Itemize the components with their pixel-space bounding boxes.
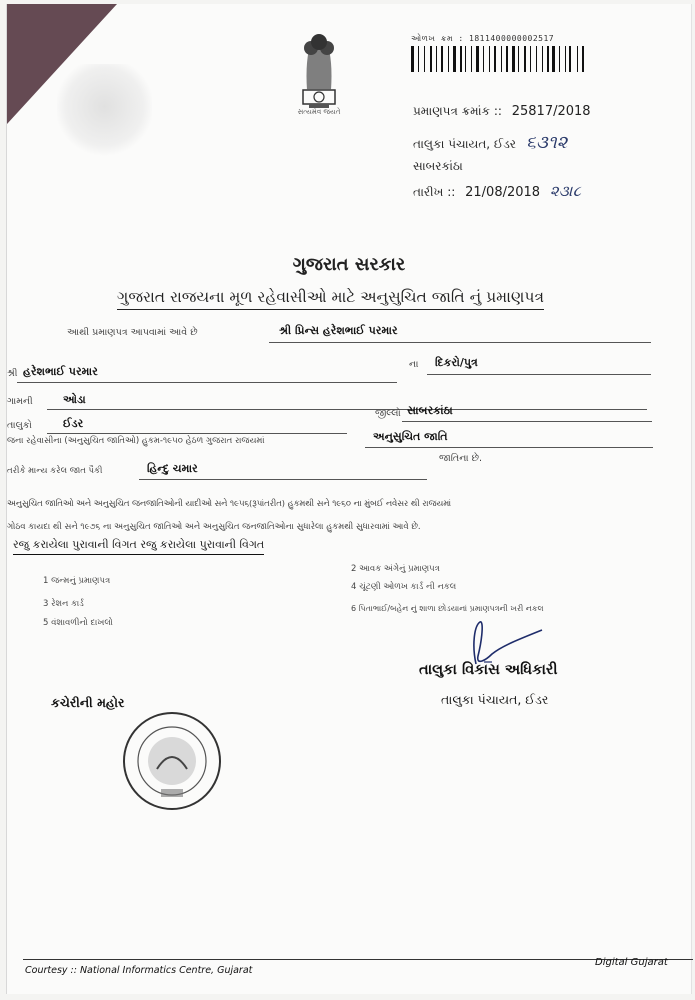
barcode-bar [494, 46, 496, 72]
holder-name-rule [269, 342, 651, 343]
barcode-bar [483, 46, 484, 72]
barcode-bar [565, 46, 566, 72]
certificate-title: ગુજરાત રાજયના મૂળ રહેવાસીઓ માટે અનુસુચિત જાતિ નું પ્રમાણપત્ર [117, 288, 544, 310]
caste-category: અનુસુચિત જાતિ [373, 430, 448, 443]
caste-order-prefix: જના રહેવાસીના (અનુસુચિત જાતિઓ) હુકમ-૧૯૫૦ હેઠળ ગુજરાત રાજયમાં [7, 436, 265, 446]
footer-brand: Digital Gujarat [595, 957, 668, 968]
barcode-bar [501, 46, 502, 72]
certificate-number-row [413, 104, 591, 119]
barcode-block [411, 34, 661, 72]
barcode-bar [530, 46, 531, 72]
barcode-bar [420, 46, 422, 72]
certificate-number: 25817/2018 [511, 104, 591, 119]
footer-courtesy: Courtesy :: National Informatics Centre, Gujarat [25, 965, 253, 976]
office-seal-icon [117, 709, 227, 814]
district-prefix: જીલ્લો [375, 408, 401, 419]
village: ઓડા [63, 393, 86, 406]
taluka-row [413, 132, 567, 153]
barcode-bar [518, 46, 519, 72]
date-row [413, 182, 581, 200]
barcode-bar [579, 46, 580, 72]
certificate-number-label: પ્રમાણપત્ર ક્રમાંક :: [413, 104, 502, 118]
barcode-bar [453, 46, 456, 72]
emblem-caption: સત્યમેવ જયતે [297, 108, 341, 116]
barcode-bar [416, 46, 417, 72]
document-item: 4 ચૂંટણી ઓળખ કાર્ડ ની નકલ [351, 582, 457, 592]
caste-category-rule [365, 447, 653, 448]
issued-to-prefix: આથી પ્રમાણપત્ર આપવામાં આવે છે [67, 327, 198, 338]
barcode-bar [559, 46, 560, 72]
barcode-bar [457, 46, 458, 72]
document-item: 5 વંશાવળીનો દાખલો [43, 618, 113, 628]
caste-rule [139, 479, 427, 480]
barcode-bar [524, 46, 526, 72]
barcode-bar [471, 46, 472, 72]
barcode-bar [542, 46, 543, 72]
district-rule [402, 421, 652, 422]
barcode-bar [468, 46, 470, 72]
barcode-bar [582, 46, 584, 72]
barcode-bar [438, 46, 439, 72]
barcode-bar [434, 46, 435, 72]
legal-para-1: અનુસુચિત જાતિઓ અને અનુસુચિત જનજાતિઓની યાદીઓ સને ૧૯૫૬(રૂપાંતરીત) હુકમથી સને ૧૯૬૦ ના મુંબઈ નવેસર થી રાજયમાં [7, 498, 452, 508]
taluka-label: તાલુકા પંચાયત, ઈડર [413, 137, 516, 151]
father-prefix: શ્રી [7, 368, 18, 379]
barcode-bar [544, 46, 545, 72]
barcode-bar [463, 46, 464, 72]
barcode-bar [521, 46, 523, 72]
barcode-bar [561, 46, 563, 72]
signatory-office: તાલુકા પંચાયત, ઈડર [441, 692, 549, 707]
barcode-bar [532, 46, 535, 72]
barcode-bar [512, 46, 515, 72]
barcode-bar [418, 46, 419, 72]
barcode-bar [573, 46, 576, 72]
document-item: 6 પિતાભાઈ/બહેન નું શાળા છોડયાનાં પ્રમાણપત્રની ખરી નકલ [351, 604, 544, 613]
barcode-bar [539, 46, 541, 72]
document-item: 3 રેશન કાર્ડ [43, 599, 84, 609]
barcode-bar [441, 46, 443, 72]
relation-rule [427, 374, 651, 375]
barcode-bar [473, 46, 474, 72]
barcode-bar [585, 46, 586, 72]
barcode-bar [476, 46, 479, 72]
barcode-bar [577, 46, 578, 72]
barcode-bar [460, 46, 462, 72]
office-seal-label: કચેરીની મહોર [51, 695, 125, 710]
district: સાબરકાંઠા [407, 404, 453, 417]
ashoka-emblem-icon [289, 20, 349, 120]
father-name: હરેશભાઈ પરમાર [23, 365, 98, 378]
relation-prefix: ના [409, 359, 419, 370]
district-label: સાબરકાંઠા [413, 159, 463, 173]
relation: દિકરો/પુત્ર [435, 356, 478, 369]
date-handwritten: ૨૩।૮ [549, 182, 581, 200]
barcode-bar [547, 46, 549, 72]
barcode-bar [536, 46, 537, 72]
barcode-bar [557, 46, 558, 72]
barcode-bar [497, 46, 500, 72]
barcode-number: ઓળખ ક્રમ : 1811400000002517 [411, 34, 555, 43]
barcode-bar [451, 46, 452, 72]
issue-date: 21/08/2018 [465, 185, 541, 200]
footer-rule [23, 959, 693, 960]
barcode-bar [506, 46, 508, 72]
barcode-bar [527, 46, 528, 72]
caste-suffix: જાતિના છે. [439, 453, 482, 464]
barcode [411, 46, 661, 72]
taluka-prefix: તાલુકો [7, 420, 32, 431]
barcode-bar [480, 46, 482, 72]
barcode-bar [509, 46, 510, 72]
taluka-rule [47, 433, 347, 434]
certificate-page [6, 4, 692, 994]
barcode-bar [516, 46, 517, 72]
document-item: 2 આવક અંગેનું પ્રમાણપત્ર [351, 564, 440, 574]
taluka: ઈડર [63, 417, 84, 430]
faded-stamp [57, 64, 152, 159]
barcode-bar [426, 46, 429, 72]
caste: હિન્દુ ચમાર [147, 462, 198, 475]
barcode-bar [491, 46, 492, 72]
barcode-bar [430, 46, 432, 72]
barcode-bar [489, 46, 490, 72]
government-title: ગુજરાત સરકાર [292, 254, 406, 275]
holder-name: શ્રી પ્રિન્સ હરેશભાઈ પરમાર [279, 324, 398, 337]
barcode-bar [486, 46, 488, 72]
barcode-bar [465, 46, 466, 72]
date-label: તારીખ :: [413, 185, 456, 199]
documents-heading: રજુ કરાયેલા પુરાવાની વિગત રજુ કરાયેલા પુરાવાની વિગત [13, 538, 264, 555]
barcode-bar [504, 46, 505, 72]
taluka-handwritten-number: ૬૩૧૨ [525, 132, 568, 153]
village-prefix: ગામની [7, 396, 33, 407]
signatory-title: તાલુકા વિકાસ અધિકારી [419, 662, 558, 678]
barcode-bar [436, 46, 437, 72]
barcode-bar [552, 46, 555, 72]
father-name-rule [17, 382, 397, 383]
barcode-bar [567, 46, 568, 72]
barcode-bar [424, 46, 425, 72]
recognized-prefix: તરીકે માન્ય કરેલ જાત પૈકી [7, 466, 103, 476]
village-rule [47, 409, 647, 410]
barcode-bar [411, 46, 414, 72]
legal-para-2: ગોઠવ કાયદા થી સને ૧૯૭૬ ના અનુસુચિત જાતિઓ અને અનુસુચિત જનજાતિઓના સુધારેલા હુકમથી સુધારવામાં આવે છે. [7, 522, 421, 532]
document-item: 1 જન્મનું પ્રમાણપત્ર [43, 576, 111, 586]
barcode-bar [550, 46, 551, 72]
barcode-bar [448, 46, 449, 72]
barcode-bar [444, 46, 447, 72]
barcode-bar [569, 46, 571, 72]
